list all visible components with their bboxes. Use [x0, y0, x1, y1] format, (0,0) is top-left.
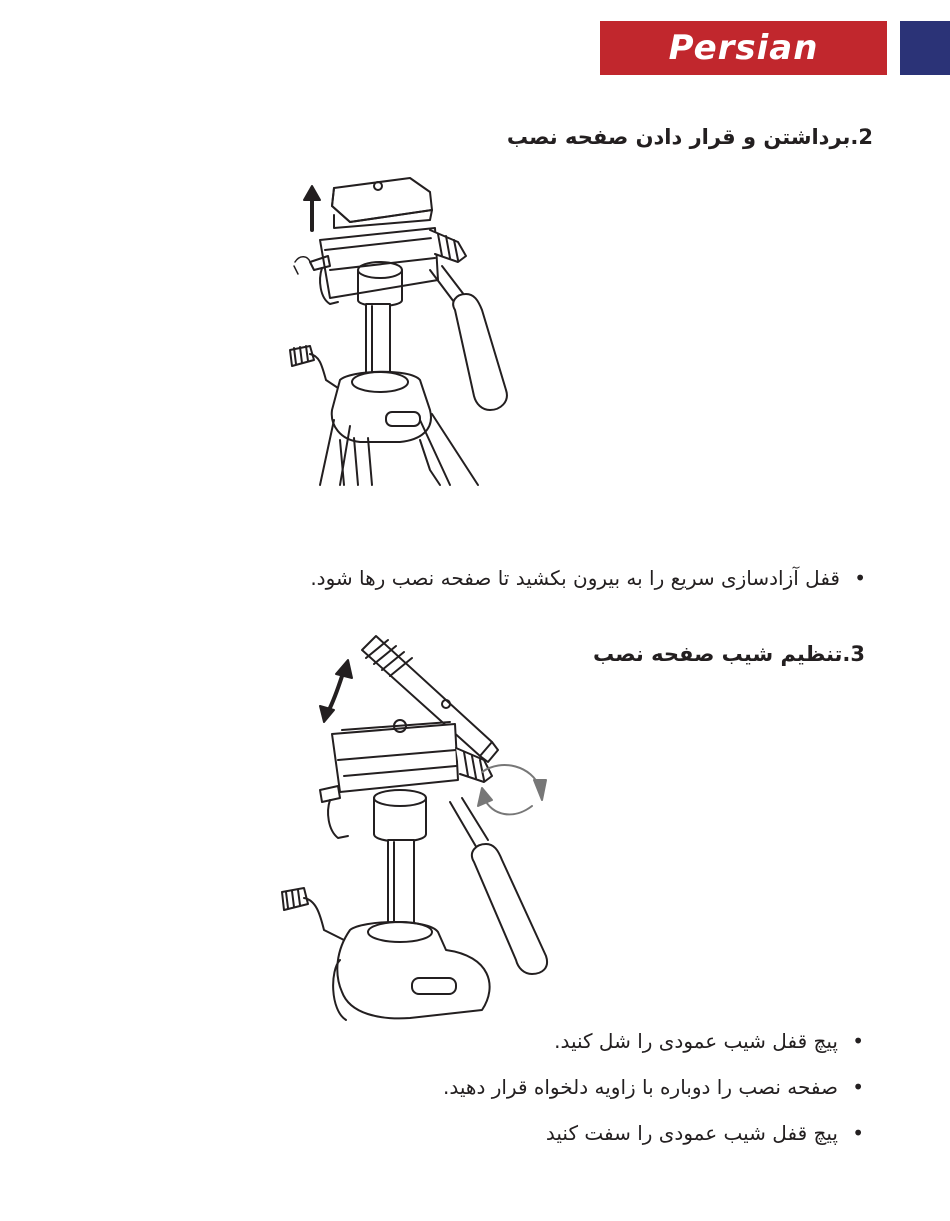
language-label: Persian: [668, 28, 819, 68]
bullet-icon: •: [852, 1029, 864, 1053]
section-2-bullet-list: [310, 566, 866, 590]
tripod-head-quick-release-icon: [270, 170, 520, 490]
section-2-title: 2.برداشتن و قرار دادن صفحه نصب: [506, 125, 873, 149]
list-item: • پیچ قفل شیب عمودی را سفت کنید: [545, 1121, 864, 1145]
tripod-head-tilt-icon: [270, 630, 560, 1025]
list-item: • قفل آزادسازی سریع را به بیرون بکشید تا صفحه نصب رها شود.: [310, 566, 866, 590]
bullet-icon: •: [852, 1121, 864, 1145]
list-item: • پیچ قفل شیب عمودی را شل کنید.: [554, 1029, 864, 1053]
bullet-icon: •: [852, 1075, 864, 1099]
side-tab: [900, 21, 950, 75]
language-badge: [600, 21, 887, 75]
bullet-icon: •: [854, 566, 866, 590]
section-3-title: 3.تنظیم شیب صفحه نصب: [592, 642, 865, 666]
section-3-bullet-list: [443, 1029, 864, 1167]
list-item: • صفحه نصب را دوباره با زاویه دلخواه قرار دهید.: [443, 1075, 864, 1099]
